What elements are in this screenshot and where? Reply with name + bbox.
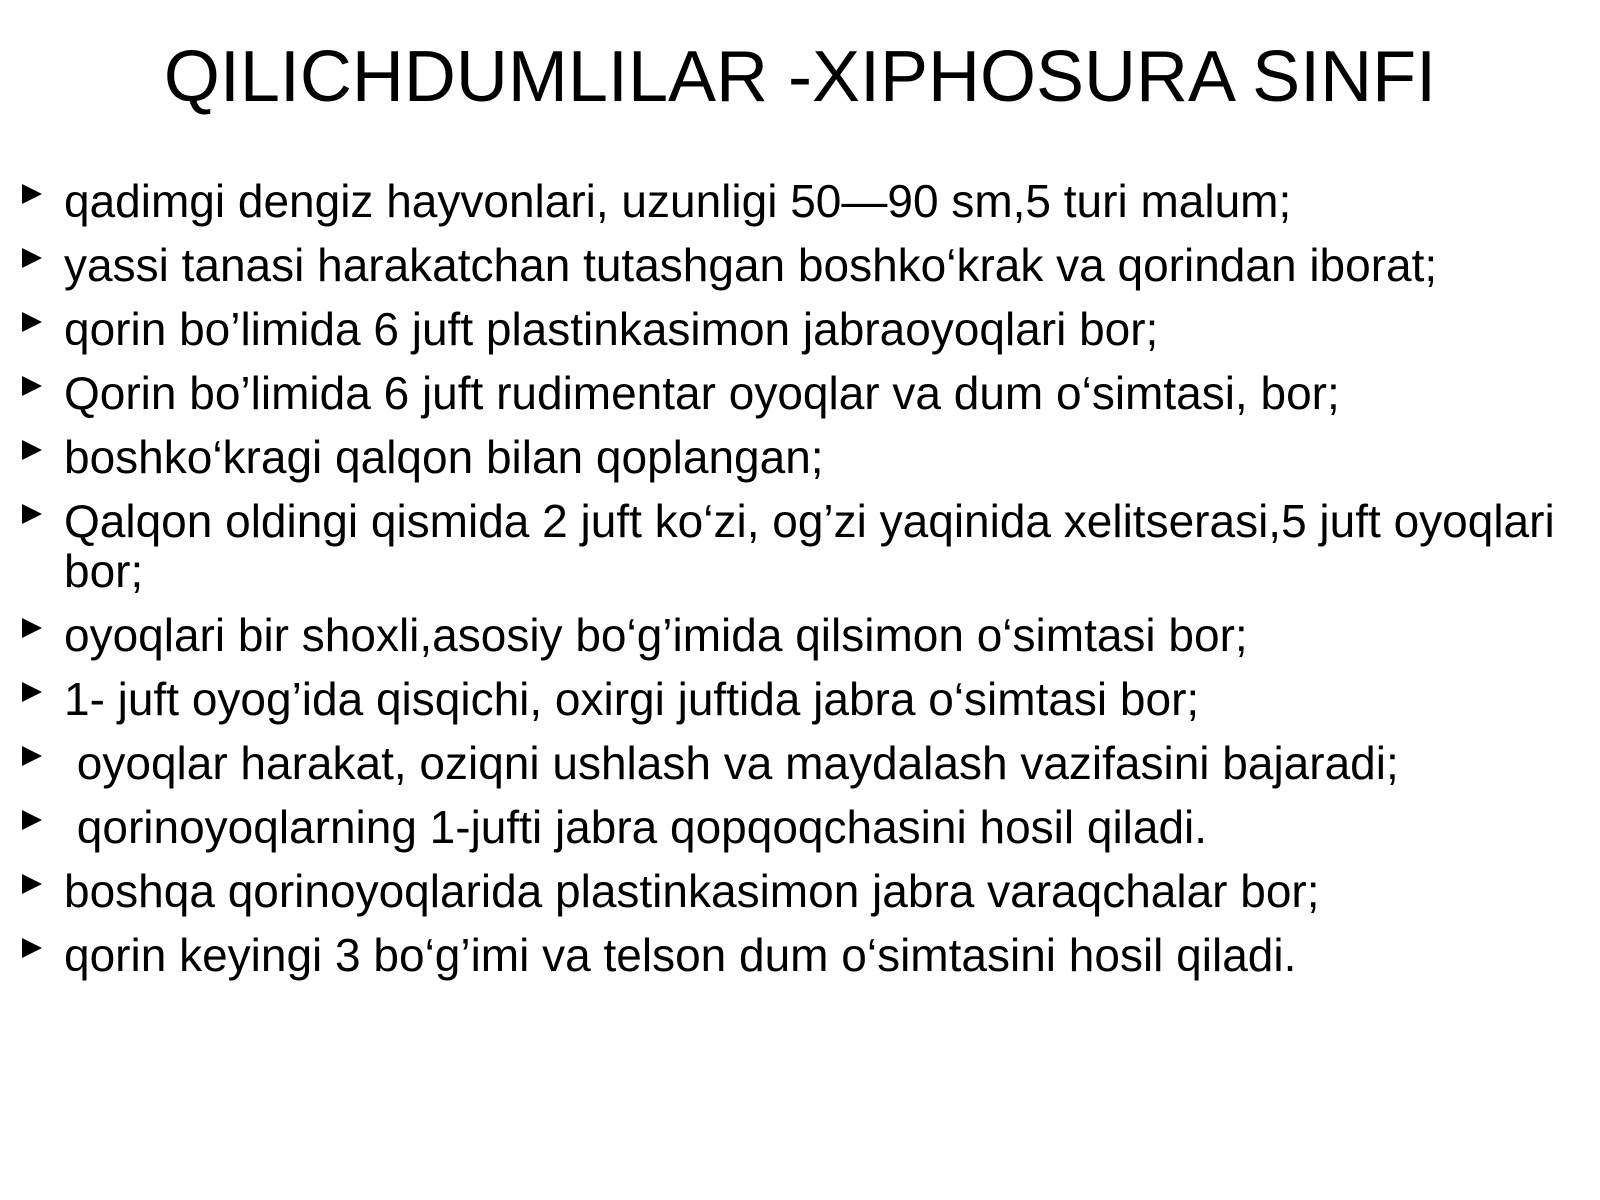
bullet-text: boshqa qorinoyoqlarida plastinkasimon jabra varaqchalar bor; [64,865,1320,917]
bullet-text: Qorin bo’limida 6 juft rudimentar oyoqlar va dum o‘simtasi, bor; [64,367,1340,419]
triangle-bullet-icon [22,376,42,396]
bullet-text: oyoqlar harakat, oziqni ushlash va maydalash vazifasini bajaradi; [64,737,1399,789]
triangle-bullet-icon [22,746,42,766]
bullet-text: boshko‘kragi qalqon bilan qoplangan; [64,431,824,483]
triangle-bullet-icon [22,938,42,958]
bullet-list [20,176,1580,994]
bullet-text: Qalqon oldingi qismida 2 juft ko‘zi, og’zi yaqinida xelitserasi,5 juft oyoqlari bor; [64,495,1555,597]
triangle-bullet-icon [22,248,42,268]
triangle-bullet-icon [22,682,42,702]
triangle-bullet-icon [22,184,42,204]
bullet-text: qorin bo’limida 6 juft plastinkasimon jabraoyoqlari bor; [64,303,1159,355]
bullet-item [20,930,1580,980]
bullet-item [20,496,1580,596]
triangle-bullet-icon [22,440,42,460]
bullet-item [20,432,1580,482]
bullet-text: qorin keyingi 3 bo‘g’imi va telson dum o‘simtasini hosil qiladi. [64,929,1297,981]
triangle-bullet-icon [22,504,42,524]
bullet-item [20,738,1580,788]
bullet-item [20,866,1580,916]
bullet-text: oyoqlari bir shoxli,asosiy bo‘g’imida qilsimon o‘simtasi bor; [64,609,1248,661]
bullet-text: qadimgi dengiz hayvonlari, uzunligi 50—90 sm,5 turi malum; [64,175,1292,227]
bullet-item [20,610,1580,660]
triangle-bullet-icon [22,874,42,894]
bullet-text: yassi tanasi harakatchan tutashgan boshko‘krak va qorindan iborat; [64,239,1438,291]
bullet-item [20,368,1580,418]
bullet-item [20,802,1580,852]
triangle-bullet-icon [22,618,42,638]
bullet-text: 1- juft oyog’ida qisqichi, oxirgi juftida jabra o‘simtasi bor; [64,673,1200,725]
slide-title: QILICHDUMLILAR -XIPHOSURA SINFI [163,37,1437,117]
triangle-bullet-icon [22,312,42,332]
bullet-text: qorinoyoqlarning 1-jufti jabra qopqoqchasini hosil qiladi. [64,801,1208,853]
bullet-item [20,304,1580,354]
triangle-bullet-icon [22,810,42,830]
bullet-item [20,674,1580,724]
bullet-item [20,176,1580,226]
bullet-item [20,240,1580,290]
